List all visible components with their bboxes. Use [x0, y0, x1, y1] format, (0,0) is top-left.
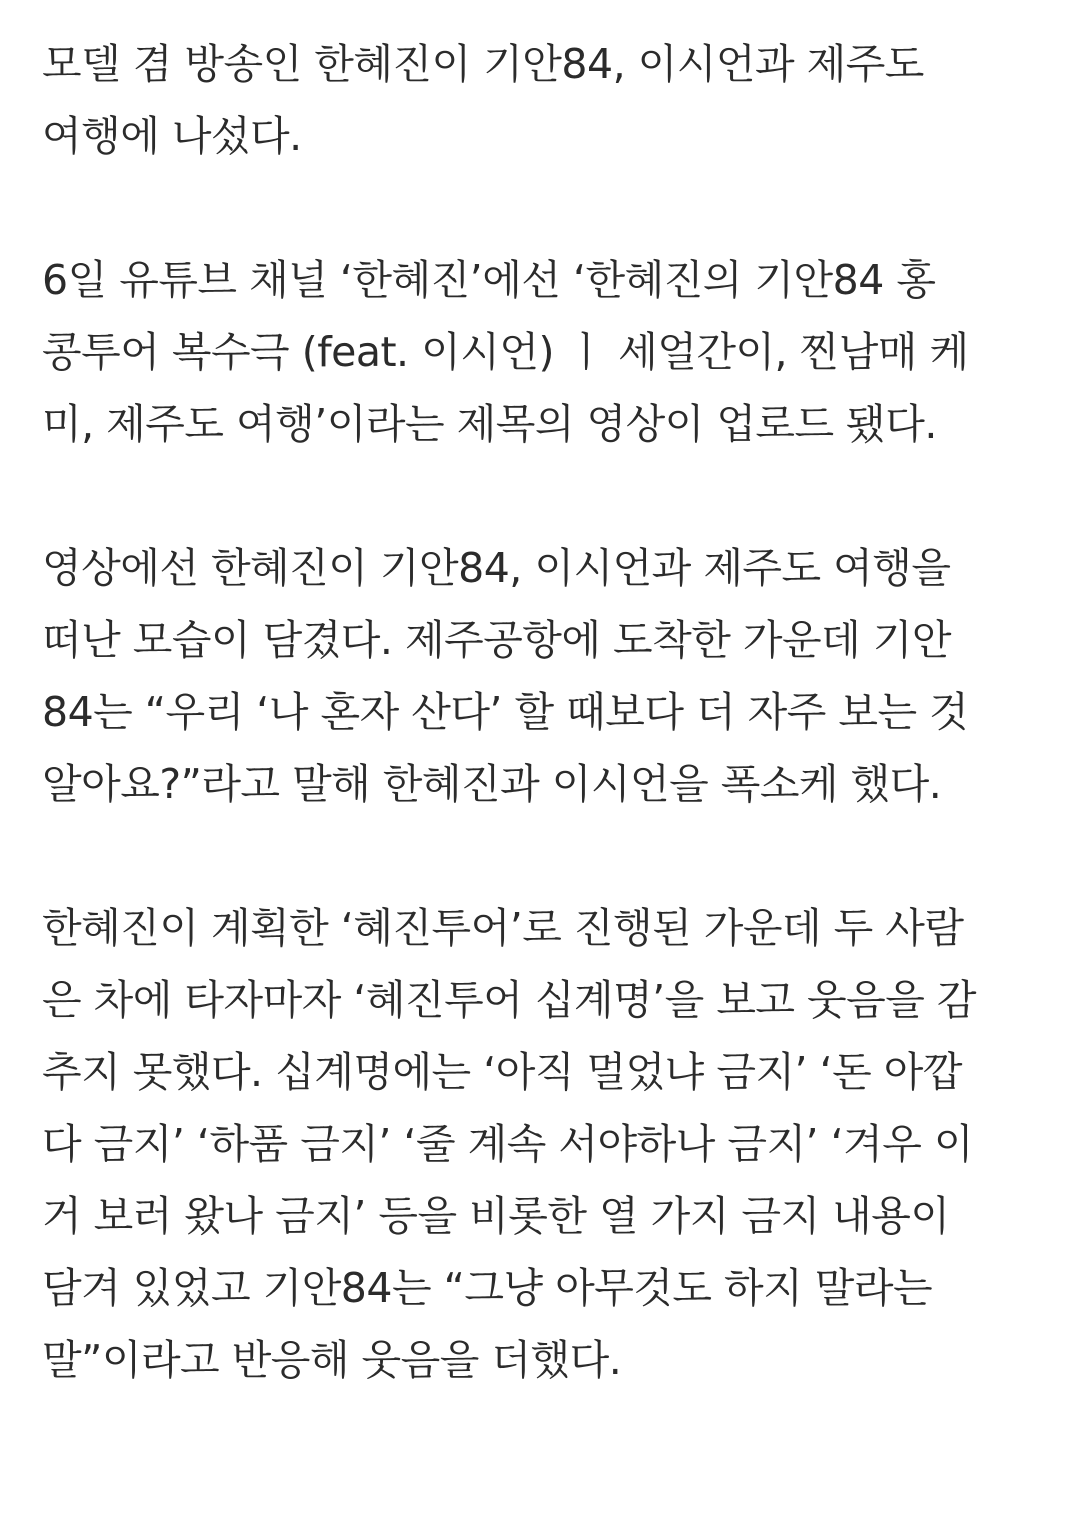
text-line: 말”이라고 반응해 웃음을 더했다.: [42, 1336, 622, 1384]
text-line: 영상에선 한혜진이 기안84, 이시언과 제주도 여행을: [42, 544, 951, 592]
text-line: 담겨 있었고 기안84는 “그냥 아무것도 하지 말라는: [42, 1264, 933, 1312]
paragraph-video-title: [42, 244, 1038, 460]
text-line: 미, 제주도 여행’이라는 제목의 영상이 업로드 됐다.: [42, 400, 937, 448]
text-line: 추지 못했다. 십계명에는 ‘아직 멀었냐 금지’ ‘돈 아깝: [42, 1048, 962, 1096]
text-line: 다 금지’ ‘하품 금지’ ‘줄 계속 서야하나 금지’ ‘겨우 이: [42, 1120, 974, 1168]
text-line: 떠난 모습이 담겼다. 제주공항에 도착한 가운데 기안: [42, 616, 951, 664]
text-line: 6일 유튜브 채널 ‘한혜진’에선 ‘한혜진의 기안84 홍: [42, 256, 936, 304]
text-line: 84는 “우리 ‘나 혼자 산다’ 할 때보다 더 자주 보는 것: [42, 688, 969, 736]
text-line: 알아요?”라고 말해 한혜진과 이시언을 폭소케 했다.: [42, 760, 942, 808]
text-line: 여행에 나섰다.: [42, 112, 302, 160]
paragraph-airport: [42, 532, 1038, 820]
text-line: 모델 겸 방송인 한혜진이 기안84, 이시언과 제주도: [42, 40, 924, 88]
text-line: 은 차에 타자마자 ‘혜진투어 십계명’을 보고 웃음을 감: [42, 976, 977, 1024]
text-line: 콩투어 복수극 (feat. 이시언) ㅣ 세얼간이, 찐남매 케: [42, 328, 969, 376]
text-line: 한혜진이 계획한 ‘혜진투어’로 진행된 가운데 두 사람: [42, 904, 964, 952]
paragraph-intro: [42, 28, 1038, 172]
text-line: 거 보러 왔나 금지’ 등을 비롯한 열 가지 금지 내용이: [42, 1192, 950, 1240]
paragraph-tour-rules: [42, 892, 1038, 1396]
